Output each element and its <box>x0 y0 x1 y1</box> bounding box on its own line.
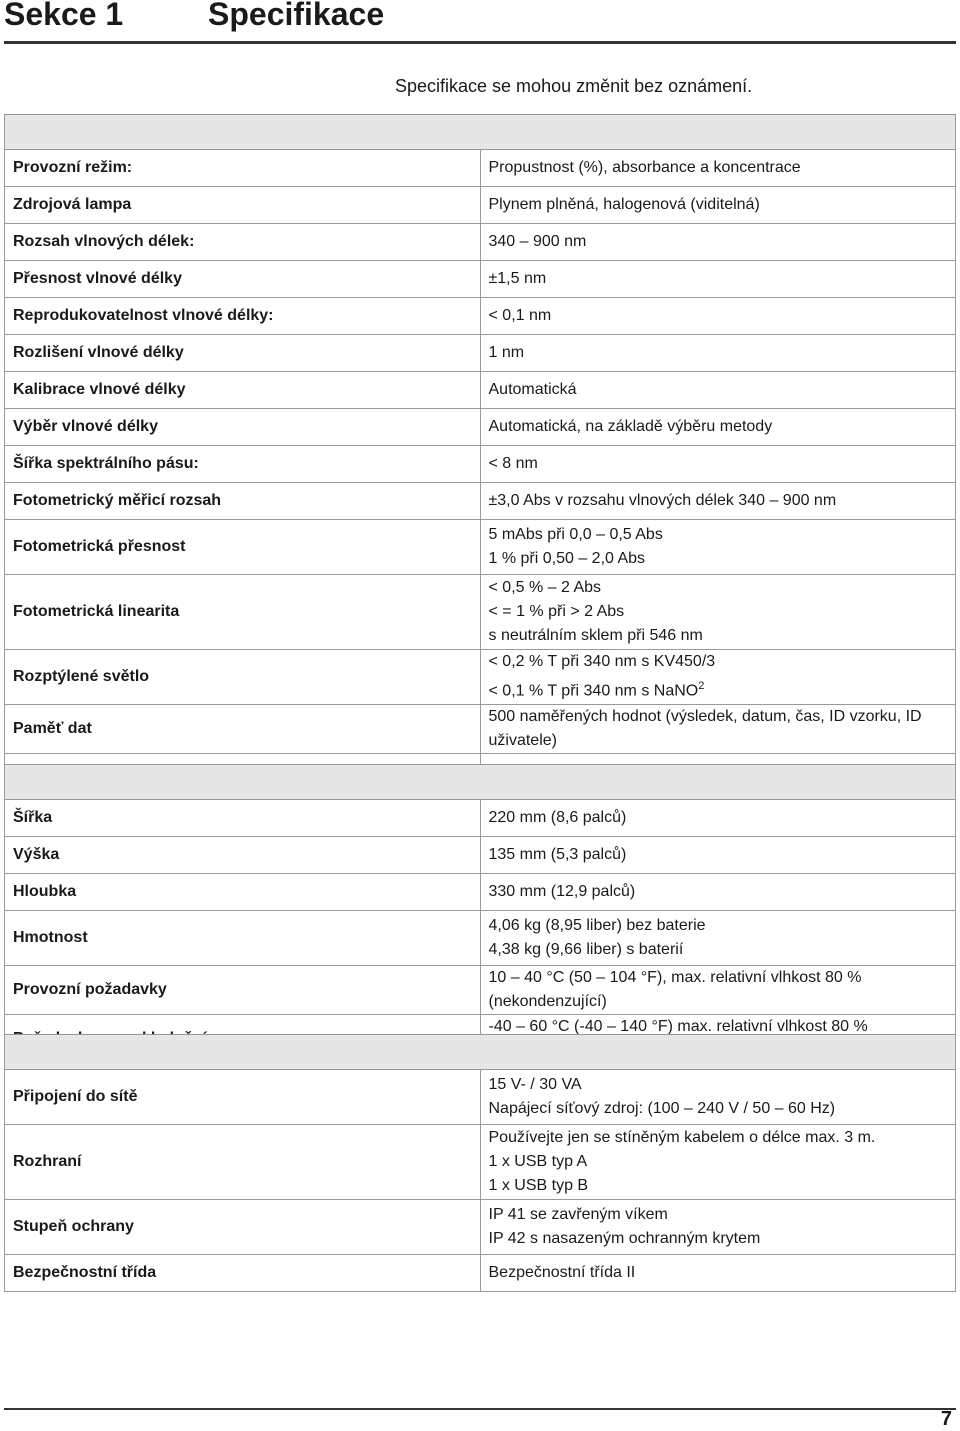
row-value <box>480 150 956 187</box>
row-label: Provozní požadavky <box>5 966 481 1015</box>
value-line <box>489 341 948 365</box>
table-header-row <box>5 115 956 150</box>
row-value <box>480 372 956 409</box>
value-text: 1 nm <box>488 344 525 361</box>
value-line <box>489 966 948 1014</box>
table-row <box>5 150 956 187</box>
row-label: Rozhraní <box>5 1125 481 1200</box>
table-row <box>5 837 956 874</box>
row-value <box>480 650 956 705</box>
value-line <box>489 674 948 703</box>
value-text: 1 x USB typ B <box>488 1177 589 1194</box>
value-text: 220 mm (8,6 palců) <box>488 809 627 826</box>
page-header <box>0 0 960 46</box>
row-value <box>480 409 956 446</box>
table-row <box>5 483 956 520</box>
table-row <box>5 575 956 650</box>
value-line <box>489 1203 948 1227</box>
value-text: 15 V- / 30 VA <box>488 1076 582 1093</box>
value-line <box>489 600 948 624</box>
row-value <box>480 874 956 911</box>
row-value <box>480 837 956 874</box>
value-text: Automatická, na základě výběru metody <box>488 418 773 435</box>
row-value <box>480 187 956 224</box>
row-value <box>480 1125 956 1200</box>
table-row <box>5 1200 956 1255</box>
value-text: IP 41 se zavřeným víkem <box>488 1206 668 1223</box>
value-line <box>489 1174 948 1198</box>
table-header-cell <box>5 765 956 800</box>
table-row <box>5 520 956 575</box>
row-value <box>480 520 956 575</box>
value-line <box>489 547 948 571</box>
value-text: 5 mAbs při 0,0 – 0,5 Abs <box>488 526 663 543</box>
row-value <box>480 575 956 650</box>
table-row <box>5 1070 956 1125</box>
value-text: Napájecí síťový zdroj: (100 – 240 V / 50 – 60 Hz) <box>488 1100 836 1117</box>
row-label: Šířka spektrálního pásu: <box>5 446 481 483</box>
row-label: Hloubka <box>5 874 481 911</box>
value-line <box>489 452 948 476</box>
value-text: < 0,1 % T při 340 nm s NaNO <box>488 682 699 700</box>
table-row <box>5 409 956 446</box>
value-text: < 0,2 % T při 340 nm s KV450/3 <box>488 653 716 671</box>
value-text: 1 x USB typ A <box>488 1153 588 1170</box>
page-number: 7 <box>940 1408 952 1430</box>
value-line <box>489 624 948 648</box>
electrical-spec-table <box>4 1034 956 1292</box>
value-text: ±3,0 Abs v rozsahu vlnových délek 340 – 900 nm <box>488 492 837 509</box>
row-label: Reprodukovatelnost vlnové délky: <box>5 298 481 335</box>
row-value <box>480 446 956 483</box>
value-text: < = 1 % při > 2 Abs <box>488 603 625 620</box>
spec-notice: Specifikace se mohou změnit bez oznámení. <box>395 76 753 96</box>
header-rule <box>4 41 956 44</box>
value-text: 135 mm (5,3 palců) <box>488 846 627 863</box>
value-line <box>489 843 948 867</box>
value-text: 4,06 kg (8,95 liber) bez baterie <box>488 917 706 934</box>
value-line <box>489 156 948 180</box>
row-value <box>480 1255 956 1292</box>
value-line <box>489 230 948 254</box>
value-text: s neutrálním sklem při 546 nm <box>488 627 703 644</box>
value-text: Používejte jen se stíněným kabelem o délce max. 3 m. <box>488 1129 876 1146</box>
value-text: Plynem plněná, halogenová (viditelná) <box>488 196 760 213</box>
row-label: Rozptýlené světlo <box>5 650 481 705</box>
value-line <box>489 267 948 291</box>
table-header-row <box>5 1035 956 1070</box>
value-line <box>489 1126 948 1150</box>
table-row <box>5 874 956 911</box>
value-line <box>489 193 948 217</box>
value-line <box>489 576 948 600</box>
table-row <box>5 966 956 1015</box>
value-text: 340 – 900 nm <box>488 233 587 250</box>
row-value <box>480 261 956 298</box>
value-text: Automatická <box>488 381 577 398</box>
table-row <box>5 298 956 335</box>
row-label: Stupeň ochrany <box>5 1200 481 1255</box>
row-value <box>480 966 956 1015</box>
value-line <box>489 415 948 439</box>
value-text: -40 – 60 °C (-40 – 140 °F) max. relativní vlhkost 80 % <box>488 1018 868 1035</box>
row-label: Bezpečnostní třída <box>5 1255 481 1292</box>
row-value <box>480 705 956 754</box>
row-value <box>480 1070 956 1125</box>
row-label: Paměť dat <box>5 705 481 754</box>
table-header-cell <box>5 1035 956 1070</box>
value-line <box>489 650 948 674</box>
value-line <box>489 1073 948 1097</box>
row-label: Šířka <box>5 800 481 837</box>
table-row <box>5 705 956 754</box>
table-row <box>5 800 956 837</box>
table-row <box>5 911 956 966</box>
value-text: < 0,1 nm <box>488 307 552 324</box>
value-text: 330 mm (12,9 palců) <box>488 883 636 900</box>
table-header-row <box>5 765 956 800</box>
value-line <box>489 1150 948 1174</box>
table-row <box>5 1125 956 1200</box>
value-text: Propustnost (%), absorbance a koncentrace <box>488 159 801 176</box>
row-value <box>480 1200 956 1255</box>
section-number: Sekce 1 <box>4 0 124 32</box>
value-line <box>489 489 948 513</box>
value-line <box>489 378 948 402</box>
section-title: Specifikace <box>208 0 385 32</box>
row-value <box>480 335 956 372</box>
value-text: IP 42 s nasazeným ochranným krytem <box>488 1230 761 1247</box>
value-line <box>489 705 948 753</box>
table-row <box>5 335 956 372</box>
row-label: Provozní režim: <box>5 150 481 187</box>
row-label: Zdrojová lampa <box>5 187 481 224</box>
row-label: Fotometrická přesnost <box>5 520 481 575</box>
value-line <box>489 806 948 830</box>
value-line <box>489 1261 948 1285</box>
value-text: ±1,5 nm <box>488 270 547 287</box>
row-value <box>480 224 956 261</box>
row-value <box>480 911 956 966</box>
row-label: Výška <box>5 837 481 874</box>
value-superscript: 2 <box>698 680 705 693</box>
row-label: Rozsah vlnových délek: <box>5 224 481 261</box>
value-line <box>489 1227 948 1251</box>
row-value <box>480 800 956 837</box>
table-row <box>5 650 956 705</box>
row-label: Hmotnost <box>5 911 481 966</box>
value-text: Bezpečnostní třída II <box>488 1264 636 1281</box>
table-row <box>5 261 956 298</box>
row-value <box>480 483 956 520</box>
value-text: 500 naměřených hodnot (výsledek, datum, čas, ID vzorku, ID uživatele) <box>488 708 922 749</box>
row-label: Přesnost vlnové délky <box>5 261 481 298</box>
value-line <box>489 914 948 938</box>
row-label: Výběr vlnové délky <box>5 409 481 446</box>
value-text: < 8 nm <box>488 455 538 472</box>
table-header-cell <box>5 115 956 150</box>
value-line <box>489 523 948 547</box>
row-label: Připojení do sítě <box>5 1070 481 1125</box>
table-row <box>5 372 956 409</box>
row-label: Kalibrace vlnové délky <box>5 372 481 409</box>
performance-spec-table <box>4 114 956 791</box>
value-text: 10 – 40 °C (50 – 104 °F), max. relativní vlhkost 80 % (nekondenzující) <box>488 969 862 1010</box>
physical-spec-table <box>4 764 956 1064</box>
row-label: Fotometrický měřicí rozsah <box>5 483 481 520</box>
value-line <box>489 304 948 328</box>
value-text: < 0,5 % – 2 Abs <box>488 579 602 596</box>
value-line <box>489 1097 948 1121</box>
value-line <box>489 880 948 904</box>
table-row <box>5 187 956 224</box>
row-value <box>480 298 956 335</box>
footer-rule <box>4 1408 956 1410</box>
value-line <box>489 938 948 962</box>
value-text: 4,38 kg (9,66 liber) s baterií <box>488 941 684 958</box>
row-label: Rozlišení vlnové délky <box>5 335 481 372</box>
table-row <box>5 446 956 483</box>
value-text: 1 % při 0,50 – 2,0 Abs <box>488 550 646 567</box>
table-row <box>5 1255 956 1292</box>
table-row <box>5 224 956 261</box>
row-label: Fotometrická linearita <box>5 575 481 650</box>
